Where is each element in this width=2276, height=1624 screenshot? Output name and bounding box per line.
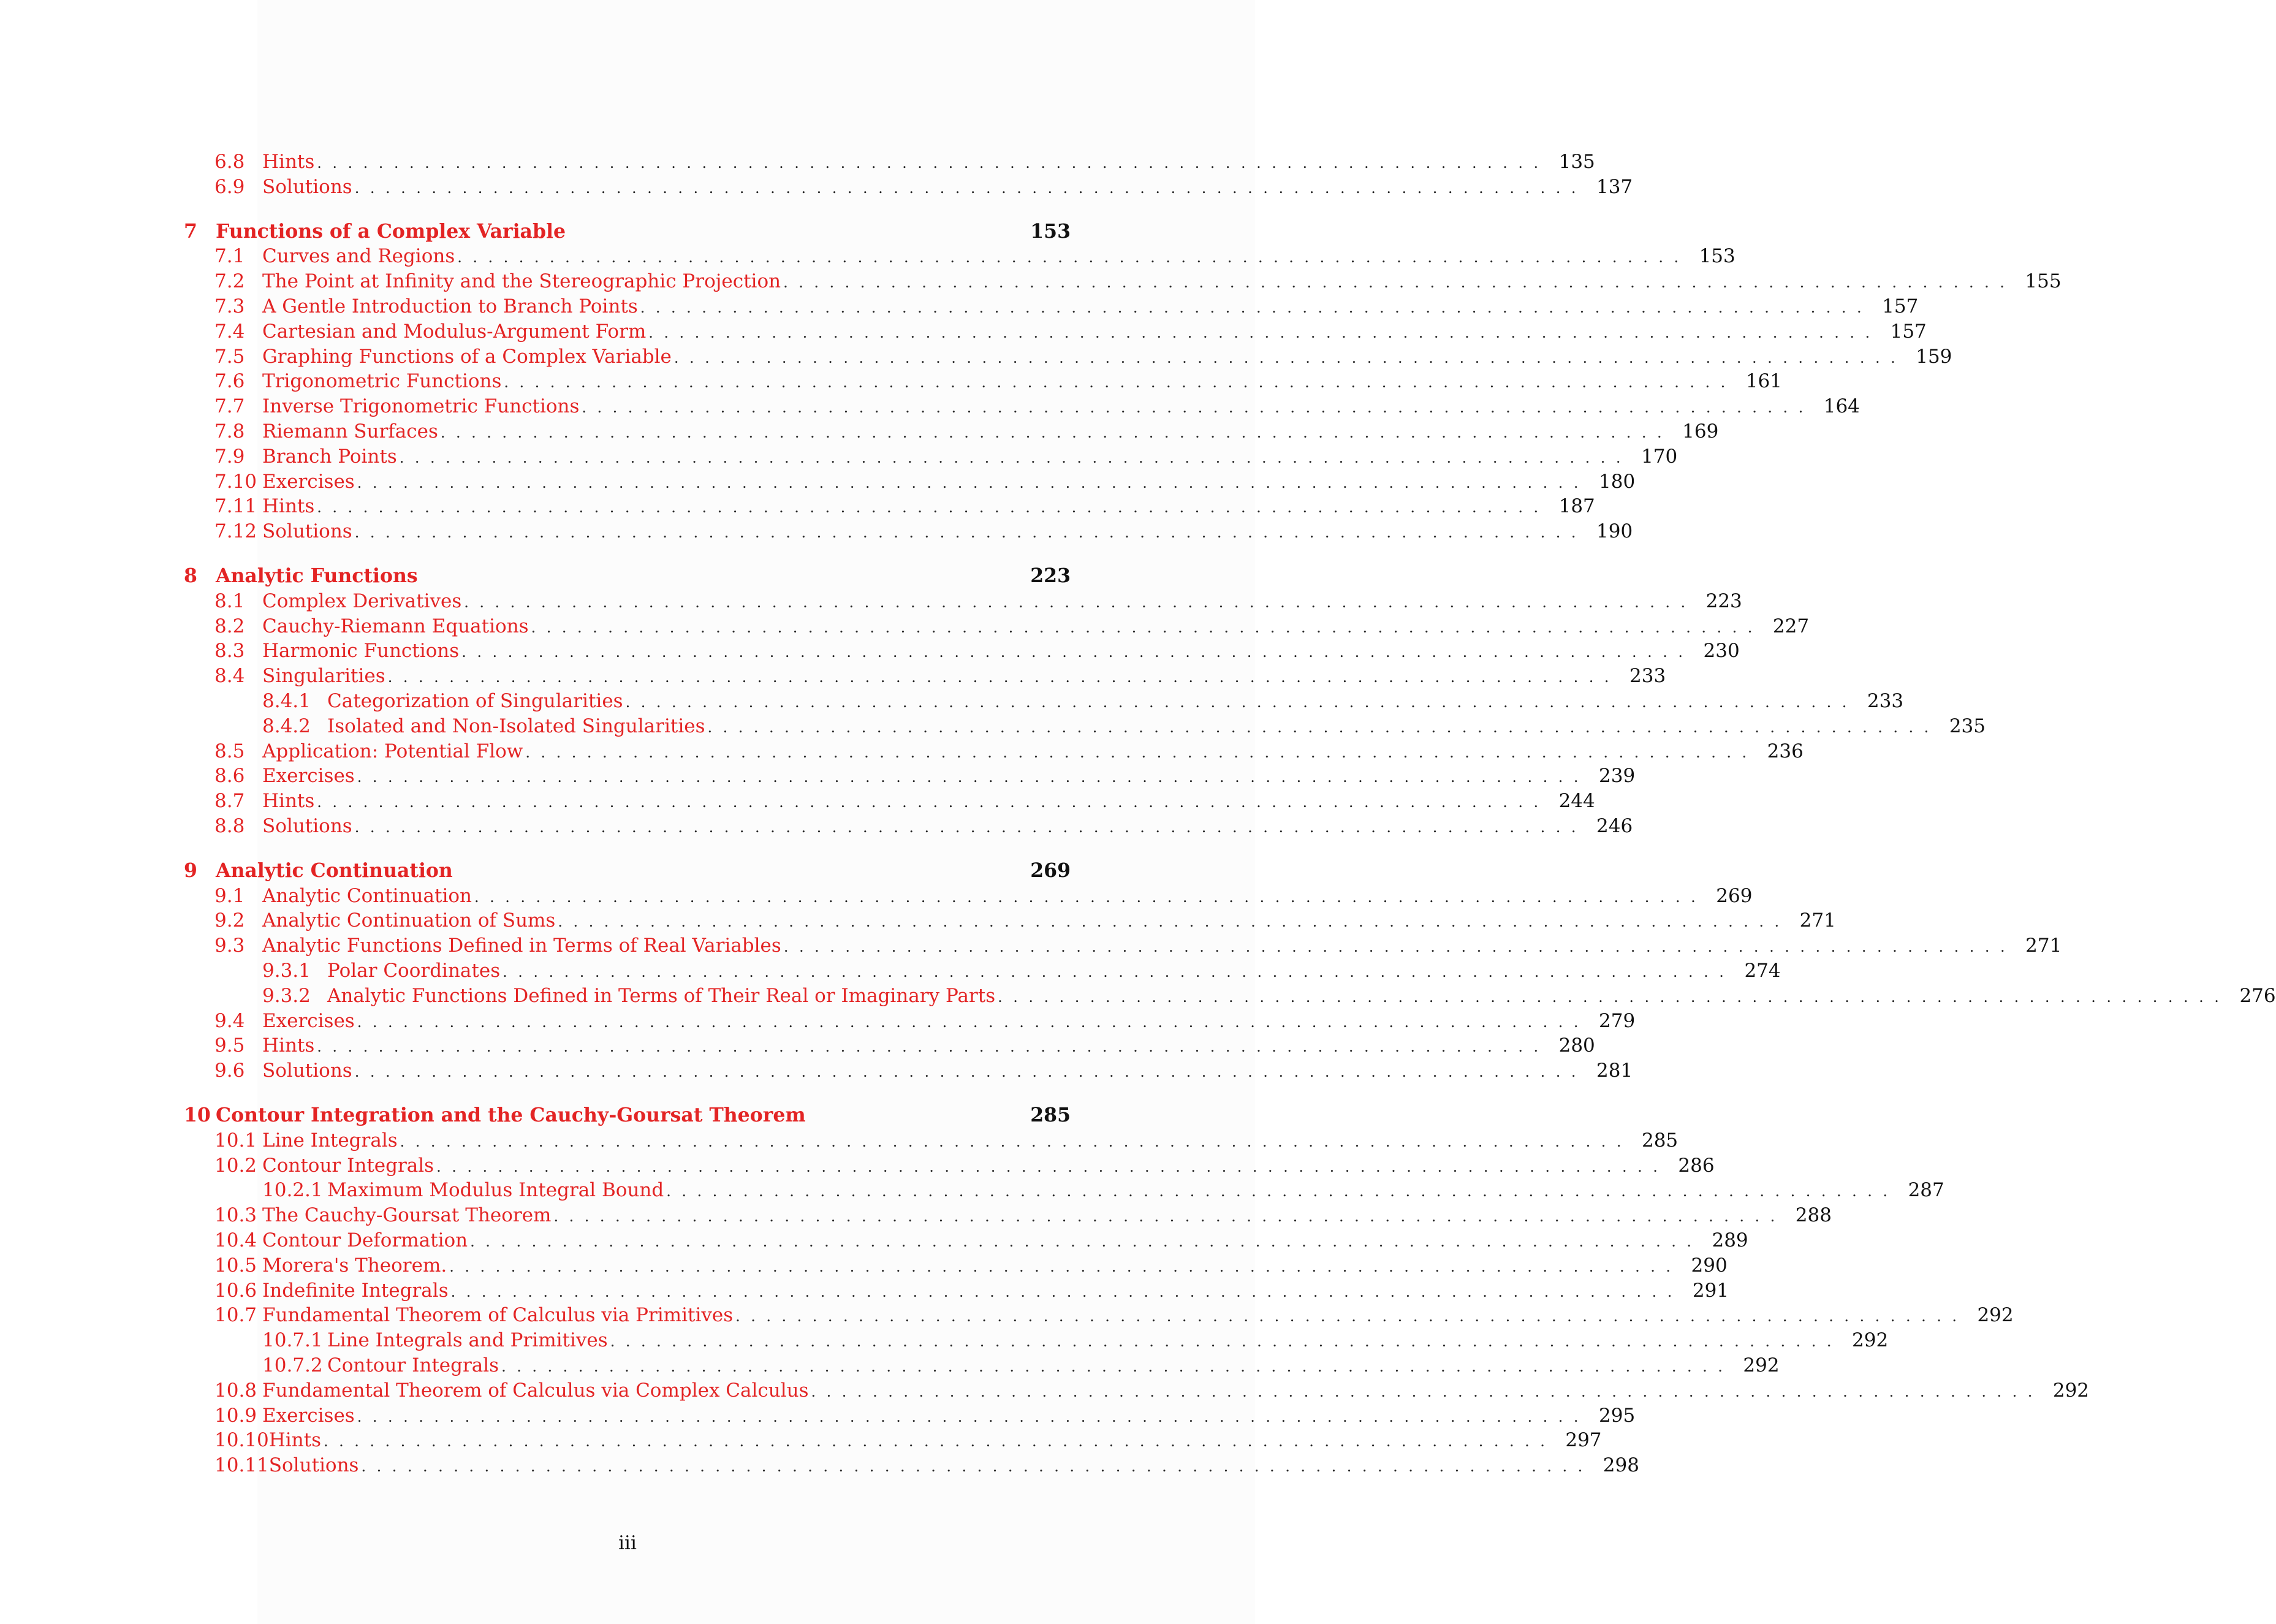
toc-entry-title[interactable]: Cartesian and Modulus-Argument Form bbox=[262, 320, 647, 343]
toc-section-entry[interactable] bbox=[214, 1153, 1715, 1178]
toc-entry-number[interactable]: 10.6 bbox=[214, 1279, 257, 1302]
toc-entry-title[interactable]: Solutions bbox=[262, 1060, 352, 1082]
toc-section-entry[interactable] bbox=[214, 764, 1636, 788]
toc-entry-number[interactable]: 10.3 bbox=[214, 1204, 257, 1227]
toc-entry-number[interactable]: 7.7 bbox=[214, 395, 245, 418]
toc-entry-title[interactable]: Contour Integrals bbox=[262, 1154, 434, 1177]
dot-leader: ................................................................................ bbox=[457, 249, 1690, 267]
toc-entry-title[interactable]: Curves and Regions bbox=[262, 245, 455, 268]
toc-entry-number[interactable]: 8.4.2 bbox=[262, 715, 311, 737]
toc-section-entry[interactable] bbox=[214, 494, 1595, 518]
toc-entry-number[interactable]: 9.5 bbox=[214, 1034, 245, 1057]
toc-section-entry[interactable] bbox=[214, 1058, 1633, 1083]
toc-section-entry[interactable] bbox=[214, 739, 1804, 764]
toc-entry-title[interactable]: Exercises bbox=[262, 1009, 355, 1032]
dot-leader: ................................................................................ bbox=[387, 669, 1620, 686]
dot-leader: ................................................................................ bbox=[503, 963, 1735, 981]
toc-entry-page[interactable]: 239 bbox=[1599, 765, 1636, 787]
toc-entry-number[interactable]: 7.12 bbox=[214, 520, 257, 543]
toc-entry-number[interactable]: 10.7.2 bbox=[262, 1354, 323, 1376]
dot-leader: ................................................................................ bbox=[470, 1233, 1702, 1250]
toc-entry-page[interactable]: 285 bbox=[1641, 1129, 1679, 1152]
toc-entry-page[interactable]: 292 bbox=[1977, 1304, 2014, 1327]
toc-subsection-entry[interactable] bbox=[262, 1353, 1780, 1378]
dot-leader: ................................................................................ bbox=[811, 1383, 2043, 1400]
toc-entry-page[interactable]: 276 bbox=[2239, 984, 2276, 1007]
toc-entry-title[interactable]: Polar Coordinates bbox=[327, 960, 501, 982]
dot-leader: ................................................................................ bbox=[666, 1183, 1899, 1201]
toc-section-entry[interactable] bbox=[214, 175, 1633, 199]
toc-entry-page[interactable]: 292 bbox=[1743, 1354, 1780, 1376]
toc-entry-title[interactable]: Branch Points bbox=[262, 445, 397, 468]
toc-entry-number[interactable]: 6.9 bbox=[214, 175, 245, 198]
toc-entry-number[interactable]: 10 bbox=[184, 1104, 211, 1126]
toc-entry-title[interactable]: Maximum Modulus Integral Bound bbox=[327, 1179, 664, 1202]
toc-entry-title[interactable]: Exercises bbox=[262, 1404, 355, 1427]
dot-leader: ................................................................................ bbox=[582, 399, 1814, 417]
toc-entry-page[interactable]: 230 bbox=[1703, 640, 1740, 662]
toc-section-entry[interactable] bbox=[214, 244, 1735, 268]
toc-entry-page[interactable]: 288 bbox=[1795, 1204, 1832, 1227]
toc-entry-title[interactable]: Indefinite Integrals bbox=[262, 1279, 449, 1302]
toc-entry-page[interactable]: 223 bbox=[1705, 590, 1742, 612]
toc-section-entry[interactable] bbox=[214, 664, 1666, 688]
toc-entry-number[interactable]: 7.9 bbox=[214, 445, 245, 468]
toc-section-entry[interactable] bbox=[214, 814, 1633, 838]
toc-entry-page[interactable]: 153 bbox=[1030, 219, 1071, 243]
toc-entry-page[interactable]: 290 bbox=[1691, 1254, 1728, 1277]
toc-entry-title[interactable]: Cauchy-Riemann Equations bbox=[262, 615, 529, 637]
toc-entry-page[interactable]: 169 bbox=[1682, 420, 1719, 442]
dot-leader: ................................................................................ bbox=[735, 1308, 1968, 1326]
dot-leader: ................................................................................ bbox=[317, 154, 1549, 172]
toc-entry-page[interactable]: 287 bbox=[1908, 1179, 1944, 1202]
dot-leader: ................................................................................ bbox=[357, 474, 1590, 491]
toc-entry-number[interactable]: 9.3 bbox=[214, 935, 245, 957]
toc-entry-number[interactable]: 9.3.2 bbox=[262, 984, 311, 1007]
toc-section-entry[interactable] bbox=[214, 884, 1753, 908]
toc-entry-number[interactable]: 7 bbox=[184, 219, 197, 243]
toc-entry-number[interactable]: 9.1 bbox=[214, 884, 245, 907]
toc-entry-page[interactable]: 135 bbox=[1558, 151, 1595, 173]
toc-section-entry[interactable] bbox=[214, 319, 1927, 344]
dot-leader: ................................................................................ bbox=[673, 349, 1906, 366]
toc-entry-title[interactable]: Solutions bbox=[262, 175, 352, 198]
toc-entry-number[interactable]: 10.1 bbox=[214, 1129, 257, 1152]
toc-entry-page[interactable]: 271 bbox=[1799, 909, 1836, 932]
toc-entry-title[interactable]: Contour Deformation bbox=[262, 1229, 468, 1251]
toc-entry-number[interactable]: 9.2 bbox=[214, 909, 245, 932]
toc-entry-page[interactable]: 246 bbox=[1596, 815, 1633, 837]
toc-entry-page[interactable]: 279 bbox=[1599, 1009, 1636, 1032]
dot-leader: ................................................................................ bbox=[354, 819, 1587, 836]
dot-leader: ................................................................................ bbox=[436, 1158, 1669, 1175]
toc-entry-number[interactable]: 10.4 bbox=[214, 1229, 257, 1251]
toc-entry-number[interactable]: 7.5 bbox=[214, 345, 245, 368]
toc-entry-page[interactable]: 269 bbox=[1030, 859, 1071, 882]
dot-leader: ................................................................................ bbox=[531, 618, 1763, 636]
toc-entry-number[interactable]: 8.7 bbox=[214, 790, 245, 813]
toc-entry-title[interactable]: Contour Integration and the Cauchy-Goursat Theorem bbox=[216, 1104, 806, 1126]
toc-entry-number[interactable]: 7.10 bbox=[214, 470, 257, 493]
toc-section-entry[interactable] bbox=[214, 419, 1719, 444]
dot-leader: ................................................................................ bbox=[640, 299, 1873, 316]
toc-entry-page[interactable]: 297 bbox=[1565, 1429, 1602, 1452]
toc-entry-title[interactable]: Fundamental Theorem of Calculus via Complex Calculus bbox=[262, 1379, 809, 1402]
toc-entry-title[interactable]: Analytic Functions Defined in Terms of Real Variables bbox=[262, 935, 781, 957]
toc-entry-title[interactable]: Trigonometric Functions bbox=[262, 370, 502, 393]
toc-entry-page[interactable]: 295 bbox=[1599, 1404, 1636, 1427]
toc-entry-title[interactable]: The Point at Infinity and the Stereographic Projection bbox=[262, 270, 781, 293]
dot-leader: ................................................................................ bbox=[399, 449, 1632, 466]
dot-leader: ................................................................................ bbox=[354, 179, 1587, 197]
dot-leader: ................................................................................ bbox=[783, 274, 2016, 292]
toc-chapter-entry[interactable] bbox=[184, 859, 1071, 883]
toc-entry-page[interactable]: 244 bbox=[1558, 790, 1595, 813]
toc-entry-number[interactable]: 10.7 bbox=[214, 1304, 257, 1327]
toc-entry-page[interactable]: 236 bbox=[1767, 740, 1804, 762]
toc-entry-number[interactable]: 7.8 bbox=[214, 420, 245, 442]
toc-entry-page[interactable]: 233 bbox=[1867, 690, 1904, 712]
toc-entry-number[interactable]: 8.5 bbox=[214, 740, 245, 762]
toc-section-entry[interactable] bbox=[214, 469, 1636, 494]
toc-entry-title[interactable]: Solutions bbox=[268, 1454, 359, 1477]
toc-entry-title[interactable]: Singularities bbox=[262, 665, 385, 688]
toc-entry-number[interactable]: 10.5 bbox=[214, 1254, 257, 1277]
dot-leader: ................................................................................ bbox=[357, 1408, 1590, 1425]
dot-leader: ................................................................................ bbox=[474, 888, 1707, 906]
dot-leader: ................................................................................ bbox=[354, 1063, 1587, 1081]
toc-section-entry[interactable] bbox=[214, 614, 1810, 639]
toc-section-entry[interactable] bbox=[214, 444, 1678, 469]
toc-entry-page[interactable]: 159 bbox=[1916, 345, 1952, 368]
page-number-footer: iii bbox=[618, 1532, 637, 1554]
toc-entry-title[interactable]: The Cauchy-Goursat Theorem bbox=[262, 1204, 552, 1227]
toc-subsection-entry[interactable] bbox=[262, 984, 2276, 1008]
toc-entry-number[interactable]: 10.2.1 bbox=[262, 1179, 323, 1202]
toc-section-entry[interactable] bbox=[214, 1228, 1748, 1253]
toc-entry-number[interactable]: 7.1 bbox=[214, 245, 245, 268]
toc-entry-title[interactable]: Exercises bbox=[262, 470, 355, 493]
dot-leader: ................................................................................ bbox=[357, 768, 1590, 786]
toc-entry-title[interactable]: Exercises bbox=[262, 765, 355, 787]
toc-entry-page[interactable]: 153 bbox=[1699, 245, 1735, 268]
toc-entry-title[interactable]: Functions of a Complex Variable bbox=[216, 219, 566, 243]
toc-entry-title[interactable]: Fundamental Theorem of Calculus via Primitives bbox=[262, 1304, 734, 1327]
dot-leader: ................................................................................ bbox=[354, 524, 1587, 542]
toc-entry-number[interactable]: 8.4.1 bbox=[262, 690, 311, 712]
toc-entry-number[interactable]: 10.7.1 bbox=[262, 1329, 323, 1352]
toc-section-entry[interactable] bbox=[214, 394, 1860, 419]
toc-section-entry[interactable] bbox=[214, 1403, 1636, 1428]
toc-section-entry[interactable] bbox=[214, 933, 2062, 958]
toc-entry-title[interactable]: Line Integrals bbox=[262, 1129, 398, 1152]
toc-section-entry[interactable] bbox=[214, 789, 1595, 813]
toc-entry-number[interactable]: 7.11 bbox=[214, 495, 257, 518]
toc-entry-page[interactable]: 233 bbox=[1629, 665, 1666, 688]
toc-subsection-entry[interactable] bbox=[262, 958, 1781, 983]
toc-entry-number[interactable]: 9.4 bbox=[214, 1009, 245, 1032]
dot-leader: ................................................................................ bbox=[317, 1038, 1549, 1056]
toc-section-entry[interactable] bbox=[214, 344, 1952, 369]
toc-entry-title[interactable]: Riemann Surfaces bbox=[262, 420, 438, 442]
dot-leader: ................................................................................ bbox=[553, 1208, 1786, 1226]
toc-entry-page[interactable]: 190 bbox=[1596, 520, 1633, 543]
toc-entry-page[interactable]: 137 bbox=[1596, 175, 1633, 198]
dot-leader: ................................................................................ bbox=[783, 938, 2016, 956]
dot-leader: ................................................................................ bbox=[450, 1283, 1683, 1300]
toc-section-entry[interactable] bbox=[214, 589, 1742, 613]
dot-leader: ................................................................................ bbox=[501, 1358, 1734, 1375]
toc-section-entry[interactable] bbox=[214, 294, 1919, 319]
toc-subsection-entry[interactable] bbox=[262, 1178, 1944, 1202]
dot-leader: ................................................................................ bbox=[461, 643, 1694, 661]
toc-entry-number[interactable]: 7.4 bbox=[214, 320, 245, 343]
dot-leader: ................................................................................ bbox=[525, 743, 1758, 761]
toc-entry-number[interactable]: 9.6 bbox=[214, 1060, 245, 1082]
toc-entry-page[interactable]: 285 bbox=[1030, 1104, 1071, 1126]
toc-section-entry[interactable] bbox=[214, 1378, 2090, 1403]
toc-entry-page[interactable]: 227 bbox=[1772, 615, 1810, 637]
toc-entry-title[interactable]: Harmonic Functions bbox=[262, 640, 460, 662]
toc-entry-title[interactable]: Line Integrals and Primitives bbox=[327, 1329, 608, 1352]
toc-chapter-entry[interactable] bbox=[184, 1103, 1071, 1128]
toc-entry-number[interactable]: 8.8 bbox=[214, 815, 245, 837]
dot-leader: ................................................................................ bbox=[440, 424, 1673, 441]
toc-entry-title[interactable]: Complex Derivatives bbox=[262, 590, 462, 612]
toc-section-entry[interactable] bbox=[214, 369, 1782, 393]
dot-leader: ................................................................................ bbox=[449, 1258, 1682, 1275]
toc-entry-page[interactable]: 292 bbox=[1852, 1329, 1889, 1352]
toc-section-entry[interactable] bbox=[214, 1033, 1595, 1058]
toc-entry-page[interactable]: 157 bbox=[1882, 295, 1919, 317]
toc-entry-number[interactable]: 10.8 bbox=[214, 1379, 257, 1402]
dot-leader: ................................................................................ bbox=[998, 988, 2230, 1006]
toc-entry-page[interactable]: 274 bbox=[1744, 960, 1781, 982]
toc-entry-title[interactable]: Contour Integrals bbox=[327, 1354, 499, 1376]
dot-leader: ................................................................................ bbox=[357, 1013, 1590, 1031]
toc-entry-page[interactable]: 187 bbox=[1558, 495, 1595, 518]
toc-entry-title[interactable]: Solutions bbox=[262, 520, 352, 543]
toc-entry-title[interactable]: Analytic Continuation bbox=[262, 884, 472, 907]
toc-entry-page[interactable]: 157 bbox=[1890, 320, 1927, 343]
toc-entry-title[interactable]: Application: Potential Flow bbox=[262, 740, 523, 762]
toc-section-entry[interactable] bbox=[214, 1278, 1729, 1303]
dot-leader: ................................................................................ bbox=[504, 374, 1736, 392]
toc-section-entry[interactable] bbox=[214, 1428, 1602, 1452]
toc-chapter-entry[interactable] bbox=[184, 219, 1071, 244]
toc-entry-title[interactable]: Hints bbox=[262, 495, 315, 518]
dot-leader: ................................................................................ bbox=[648, 324, 1881, 341]
toc-entry-title[interactable]: Analytic Continuation bbox=[216, 859, 453, 882]
dot-leader: ................................................................................ bbox=[400, 1133, 1632, 1150]
dot-leader: ................................................................................ bbox=[317, 794, 1549, 811]
toc-entry-page[interactable]: 164 bbox=[1823, 395, 1860, 418]
toc-entry-page[interactable]: 269 bbox=[1716, 884, 1753, 907]
toc-entry-title[interactable]: Hints bbox=[268, 1429, 322, 1452]
toc-entry-title[interactable]: Graphing Functions of a Complex Variable bbox=[262, 345, 672, 368]
toc-section-entry[interactable] bbox=[214, 1128, 1679, 1153]
toc-entry-page[interactable]: 155 bbox=[2025, 270, 2062, 293]
toc-entry-number[interactable]: 10.2 bbox=[214, 1154, 257, 1177]
toc-section-entry[interactable] bbox=[214, 1203, 1832, 1227]
toc-entry-page[interactable]: 280 bbox=[1558, 1034, 1595, 1057]
toc-section-entry[interactable] bbox=[214, 908, 1836, 933]
toc-entry-title[interactable]: Inverse Trigonometric Functions bbox=[262, 395, 580, 418]
toc-subsection-entry[interactable] bbox=[262, 689, 1904, 713]
toc-subsection-entry[interactable] bbox=[262, 1328, 1889, 1353]
toc-entry-number[interactable]: 8 bbox=[184, 564, 197, 587]
toc-entry-number[interactable]: 10.10 bbox=[214, 1429, 269, 1452]
toc-entry-number[interactable]: 10.9 bbox=[214, 1404, 257, 1427]
toc-entry-title[interactable]: Analytic Continuation of Sums bbox=[262, 909, 556, 932]
toc-entry-number[interactable]: 9 bbox=[184, 859, 197, 882]
toc-entry-title[interactable]: Hints bbox=[262, 790, 315, 813]
toc-entry-number[interactable]: 6.8 bbox=[214, 151, 245, 173]
dot-leader: ................................................................................ bbox=[317, 499, 1549, 517]
toc-section-entry[interactable] bbox=[214, 639, 1740, 663]
toc-entry-title[interactable]: Analytic Functions Defined in Terms of Their Real or Imaginary Parts bbox=[327, 984, 996, 1007]
toc-entry-number[interactable]: 8.1 bbox=[214, 590, 245, 612]
toc-entry-number[interactable]: 8.2 bbox=[214, 615, 245, 637]
toc-entry-title[interactable]: Categorization of Singularities bbox=[327, 690, 623, 712]
dot-leader: ................................................................................ bbox=[610, 1333, 1843, 1351]
toc-entry-title[interactable]: Hints bbox=[262, 1034, 315, 1057]
toc-section-entry[interactable] bbox=[214, 1453, 1639, 1478]
toc-entry-number[interactable]: 8.3 bbox=[214, 640, 245, 662]
toc-entry-title[interactable]: Analytic Functions bbox=[216, 564, 418, 587]
toc-section-entry[interactable] bbox=[214, 150, 1595, 174]
toc-entry-page[interactable]: 180 bbox=[1599, 470, 1636, 493]
toc-section-entry[interactable] bbox=[214, 1253, 1728, 1278]
dot-leader: ................................................................................ bbox=[707, 718, 1940, 736]
toc-subsection-entry[interactable] bbox=[262, 714, 1986, 738]
dot-leader: ................................................................................ bbox=[558, 913, 1790, 931]
toc-entry-title[interactable]: Morera's Theorem. bbox=[262, 1254, 447, 1277]
toc-entry-title[interactable]: Hints bbox=[262, 151, 315, 173]
toc-entry-title[interactable]: Solutions bbox=[262, 815, 352, 837]
dot-leader: ................................................................................ bbox=[361, 1458, 1593, 1476]
toc-entry-number[interactable]: 9.3.1 bbox=[262, 960, 311, 982]
toc-entry-page[interactable]: 291 bbox=[1692, 1279, 1729, 1302]
toc-entry-page[interactable]: 170 bbox=[1641, 445, 1678, 468]
toc-entry-page[interactable]: 289 bbox=[1712, 1229, 1748, 1251]
dot-leader: ................................................................................ bbox=[464, 593, 1696, 611]
toc-entry-page[interactable]: 223 bbox=[1030, 564, 1071, 587]
toc-entry-page[interactable]: 235 bbox=[1949, 715, 1986, 737]
toc-entry-number[interactable]: 8.4 bbox=[214, 665, 245, 688]
toc-entry-page[interactable]: 161 bbox=[1745, 370, 1782, 393]
toc-entry-number[interactable]: 7.2 bbox=[214, 270, 245, 293]
toc-entry-number[interactable]: 10.11 bbox=[214, 1454, 269, 1477]
toc-entry-number[interactable]: 8.6 bbox=[214, 765, 245, 787]
toc-section-entry[interactable] bbox=[214, 269, 2062, 294]
toc-entry-number[interactable]: 7.6 bbox=[214, 370, 245, 393]
toc-section-entry[interactable] bbox=[214, 1009, 1636, 1033]
toc-entry-page[interactable]: 292 bbox=[2052, 1379, 2090, 1402]
toc-section-entry[interactable] bbox=[214, 1303, 2014, 1327]
toc-entry-title[interactable]: Isolated and Non-Isolated Singularities bbox=[327, 715, 705, 737]
dot-leader: ................................................................................ bbox=[324, 1433, 1556, 1451]
dot-leader: ................................................................................ bbox=[625, 694, 1857, 711]
toc-chapter-entry[interactable] bbox=[184, 564, 1071, 588]
toc-entry-number[interactable]: 7.3 bbox=[214, 295, 245, 317]
toc-entry-page[interactable]: 298 bbox=[1603, 1454, 1639, 1477]
toc-entry-page[interactable]: 286 bbox=[1678, 1154, 1715, 1177]
toc-entry-page[interactable]: 281 bbox=[1596, 1060, 1633, 1082]
toc-entry-title[interactable]: A Gentle Introduction to Branch Points bbox=[262, 295, 638, 317]
toc-section-entry[interactable] bbox=[214, 519, 1633, 544]
toc-entry-page[interactable]: 271 bbox=[2025, 935, 2062, 957]
